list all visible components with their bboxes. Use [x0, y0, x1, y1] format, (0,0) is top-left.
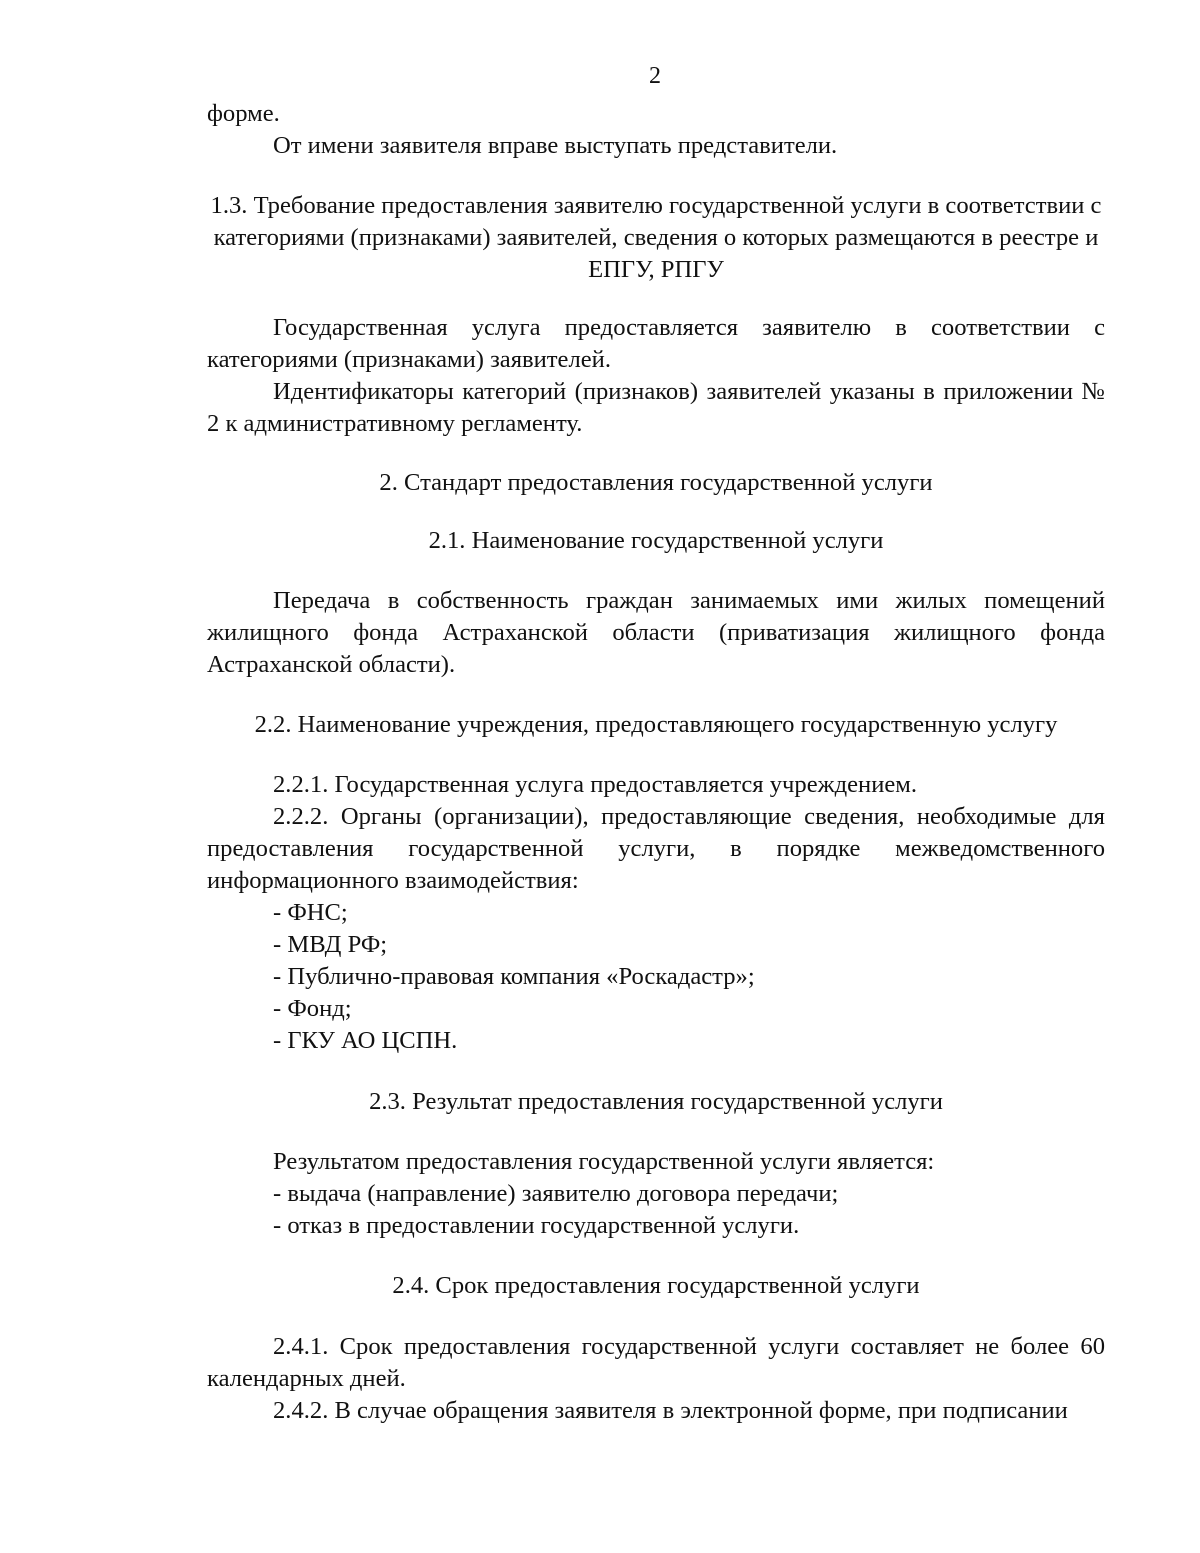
list-item-org: - ГКУ АО ЦСПН.	[273, 1027, 458, 1054]
heading-2-4: 2.4. Срок предоставления государственной услуги	[392, 1272, 920, 1299]
paragraph-categories: Государственная услуга предоставляется заявителю в соответствии с категориями (признаками) заявителей.	[207, 314, 1105, 373]
paragraph-2-4-2: 2.4.2. В случае обращения заявителя в электронной форме, при подписании	[273, 1397, 1068, 1424]
document-body	[207, 98, 1105, 1427]
heading-2: 2. Стандарт предоставления государственной услуги	[379, 469, 933, 496]
list-item-org: - Фонд;	[273, 995, 352, 1022]
paragraph-result-intro: Результатом предоставления государственной услуги является:	[273, 1148, 935, 1175]
paragraph-service-name: Передача в собственность граждан занимаемых ими жилых помещений жилищного фонда Астраханской области (приватизация жилищного фонда Астраханской области).	[207, 587, 1105, 678]
list-item-org: - ФНС;	[273, 899, 348, 926]
paragraph-2-4-1: 2.4.1. Срок предоставления государственной услуги составляет не более 60 календарных дней.	[207, 1333, 1105, 1392]
list-item-result: - выдача (направление) заявителю договора передачи;	[273, 1180, 839, 1207]
list-item-org: - МВД РФ;	[273, 931, 388, 958]
heading-2-2: 2.2. Наименование учреждения, предоставляющего государственную услугу	[254, 711, 1058, 738]
paragraph-continuation: форме.	[207, 100, 280, 127]
heading-2-3: 2.3. Результат предоставления государственной услуги	[369, 1088, 943, 1115]
paragraph-2-2-1: 2.2.1. Государственная услуга предоставляется учреждением.	[273, 771, 918, 798]
paragraph-2-2-2: 2.2.2. Органы (организации), предоставляющие сведения, необходимые для предоставления государственной услуги, в порядке межведомственного информационного взаимодействия:	[207, 803, 1105, 894]
list-item-org: - Публично-правовая компания «Роскадастр»;	[273, 963, 755, 990]
heading-1-3: 1.3. Требование предоставления заявителю государственной услуги в соответствии с категориями (признаками) заявителей, сведения о которых размещаются в реестре и ЕПГУ, РПГУ	[210, 192, 1102, 283]
heading-2-1: 2.1. Наименование государственной услуги	[428, 527, 884, 554]
paragraph-representatives: От имени заявителя вправе выступать представители.	[273, 132, 838, 159]
list-item-result: - отказ в предоставлении государственной услуги.	[273, 1212, 800, 1239]
paragraph-identifiers: Идентификаторы категорий (признаков) заявителей указаны в приложении № 2 к административному регламенту.	[207, 378, 1105, 437]
page-number: 2	[649, 63, 661, 89]
